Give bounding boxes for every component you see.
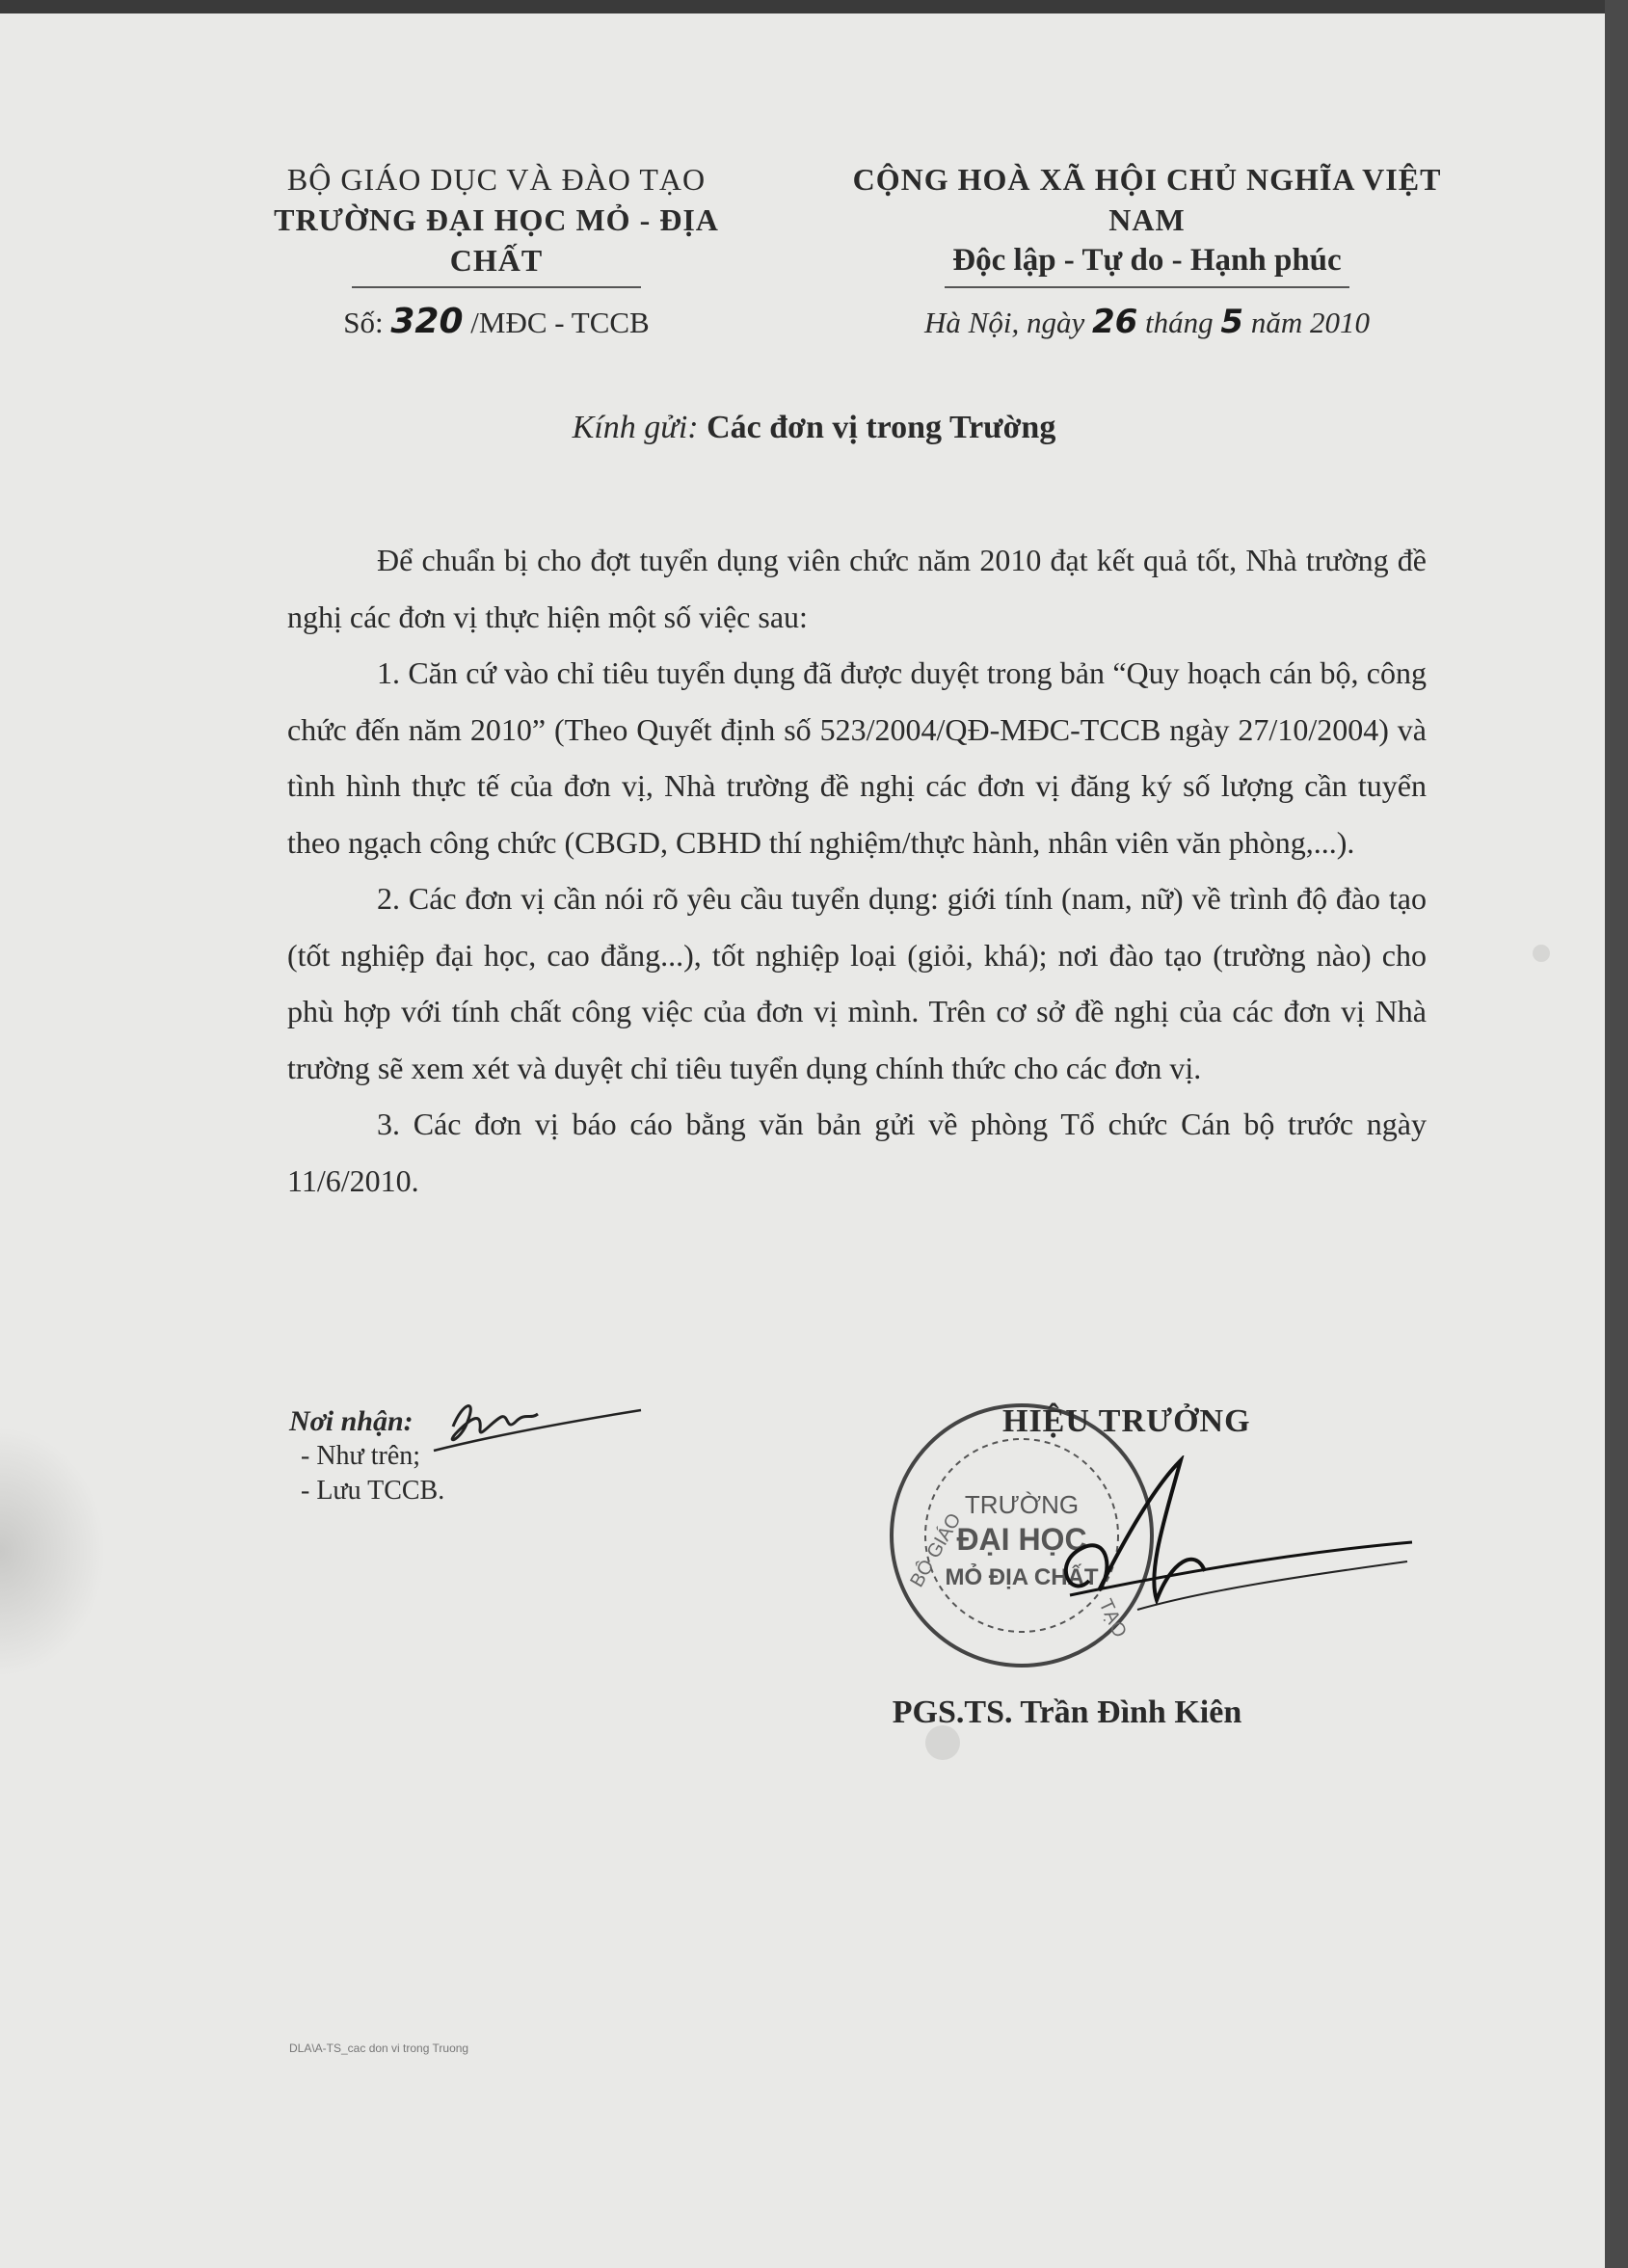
addressee-target: Các đơn vị trong Trường (707, 410, 1056, 445)
ministry-name: BỘ GIÁO DỤC VÀ ĐÀO TẠO (286, 162, 707, 197)
svg-text:TẠO: TẠO (1094, 1595, 1131, 1641)
handwritten-month: 5 (1220, 303, 1244, 341)
document-date: Hà Nội, ngày 26 tháng 5 năm 2010 (924, 303, 1370, 341)
principal-signature (1012, 1455, 1417, 1653)
national-motto: Độc lập - Tự do - Hạnh phúc (952, 243, 1342, 278)
body-paragraph: 3. Các đơn vị báo cáo bằng văn bản gửi về phòng Tổ chức Cán bộ trước ngày 11/6/2010. (287, 1107, 1427, 1198)
seal-text: TRƯỜNG (964, 1490, 1080, 1519)
signature-title: HIỆU TRƯỞNG (1002, 1403, 1251, 1439)
scan-shadow (0, 1427, 106, 1677)
university-name: TRƯỜNG ĐẠI HỌC MỎ - ĐỊA CHẤT (274, 202, 719, 278)
country-name: CỘNG HOÀ XÃ HỘI CHỦ NGHĨA VIỆT NAM (852, 162, 1442, 237)
body-paragraph: 2. Các đơn vị cần nói rõ yêu cầu tuyển dụng: giới tính (nam, nữ) về trình độ đào tạo (tốt nghiệp đại học, cao đẳng...), tốt nghiệp loại (giỏi, khá); nơi đào tạo (trường nào) cho phù hợp với tính chất công việc của đơn vị mình. Trên cơ sở đề nghị của các đơn vị Nhà trường sẽ xem xét và duyệt chỉ tiêu tuyển dụng chính thức cho các đơn vị. (287, 881, 1427, 1085)
signer-name: PGS.TS. Trần Đình Kiên (892, 1694, 1242, 1730)
svg-text:BỘ GIÁO: BỘ GIÁO (906, 1509, 966, 1591)
recipients-block (289, 1404, 444, 1508)
seal-text: MỎ ĐỊA CHẤT (945, 1564, 1099, 1590)
footer-reference: DLA\A-TS_cac don vi trong Truong (289, 2041, 469, 2055)
addressee-line (0, 410, 1628, 446)
document-number: Số: 320 /MĐC - TCCB (343, 302, 650, 341)
scan-right-edge (1605, 0, 1628, 2268)
header-right (839, 159, 1455, 343)
recipient-item: - Lưu TCCB. (301, 1476, 445, 1506)
scan-smudge (1533, 945, 1550, 962)
body-paragraph: Để chuẩn bị cho đợt tuyển dụng viên chức năm 2010 đạt kết quả tốt, Nhà trường đề nghị các đơn vị thực hiện một số việc sau: (287, 543, 1427, 634)
scan-top-edge (0, 0, 1605, 13)
letter-body (287, 532, 1427, 1209)
addressee-label: Kính gửi: (572, 410, 707, 445)
recipient-item: - Như trên; (301, 1441, 421, 1471)
initials-signature (424, 1393, 646, 1475)
recipients-title: Nơi nhận: (289, 1405, 414, 1437)
handwritten-day: 26 (1091, 303, 1138, 341)
header-divider (352, 286, 641, 288)
body-paragraph: 1. Căn cứ vào chỉ tiêu tuyển dụng đã được duyệt trong bản “Quy hoạch cán bộ, công chức đến năm 2010” (Theo Quyết định số 523/2004/QĐ-MĐC-TCCB ngày 27/10/2004) và tình hình thực tế của đơn vị, Nhà trường đề nghị các đơn vị đăng ký số lượng cần tuyển theo ngạch công chức (CBGD, CBHD thí nghiệm/thực hành, nhân viên văn phòng,...). (287, 655, 1427, 860)
motto-underline (945, 286, 1349, 288)
seal-text: ĐẠI HỌC (956, 1522, 1087, 1557)
header-left (241, 159, 752, 343)
signature-block (867, 1398, 1407, 1745)
handwritten-number: 320 (390, 302, 464, 341)
